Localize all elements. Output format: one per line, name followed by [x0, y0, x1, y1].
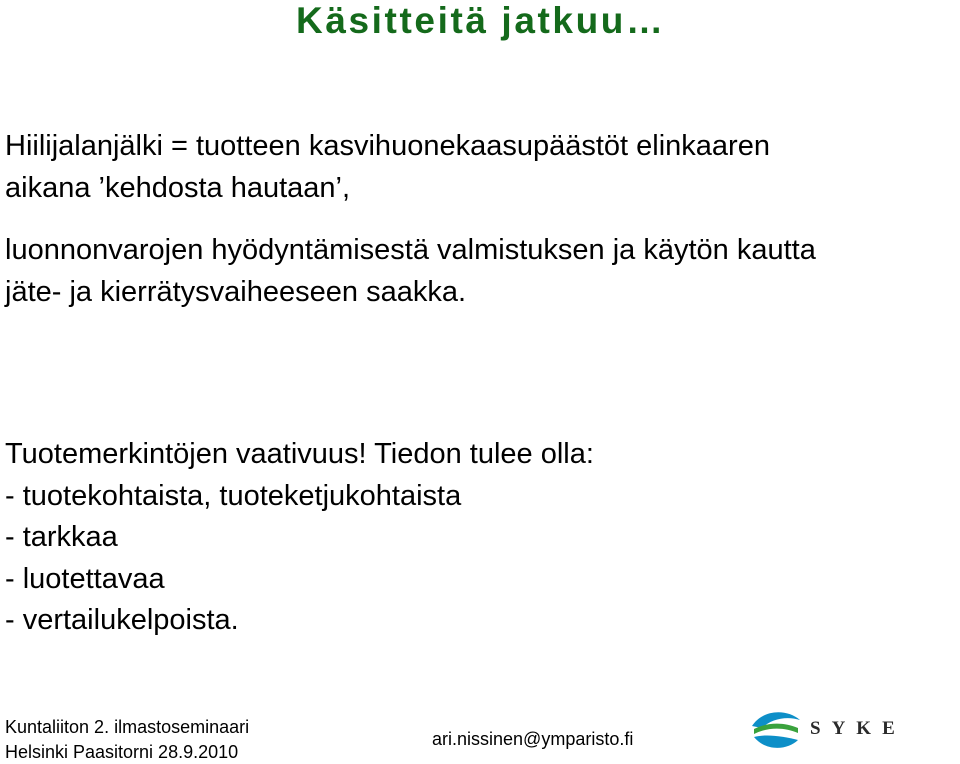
syke-wave-icon — [748, 706, 804, 756]
definition-line-1: Hiilijalanjälki = tuotteen kasvihuonekaasupäästöt elinkaaren — [5, 130, 770, 162]
definition-line-4: jäte- ja kierrätysvaiheeseen saakka. — [5, 276, 467, 308]
requirements-heading: Tuotemerkintöjen vaativuus! Tiedon tulee olla: — [5, 438, 594, 470]
syke-logo — [748, 706, 906, 756]
slide-title: Käsitteitä jatkuu… — [296, 0, 666, 41]
footer-email: ari.nissinen@ymparisto.fi — [432, 729, 634, 749]
requirement-item: - vertailukelpoista. — [5, 604, 239, 636]
requirement-item: - tuotekohtaista, tuoteketjukohtaista — [5, 480, 462, 512]
requirement-item: - luotettavaa — [5, 563, 165, 595]
footer-place-date: Helsinki Paasitorni 28.9.2010 — [5, 742, 239, 762]
syke-logo-text: SYKE — [810, 718, 906, 739]
footer-event: Kuntaliiton 2. ilmastoseminaari — [5, 717, 250, 737]
requirement-item: - tarkkaa — [5, 521, 118, 553]
definition-line-2: aikana ’kehdosta hautaan’, — [5, 172, 351, 204]
definition-line-3: luonnonvarojen hyödyntämisestä valmistuksen ja käytön kautta — [5, 234, 816, 266]
